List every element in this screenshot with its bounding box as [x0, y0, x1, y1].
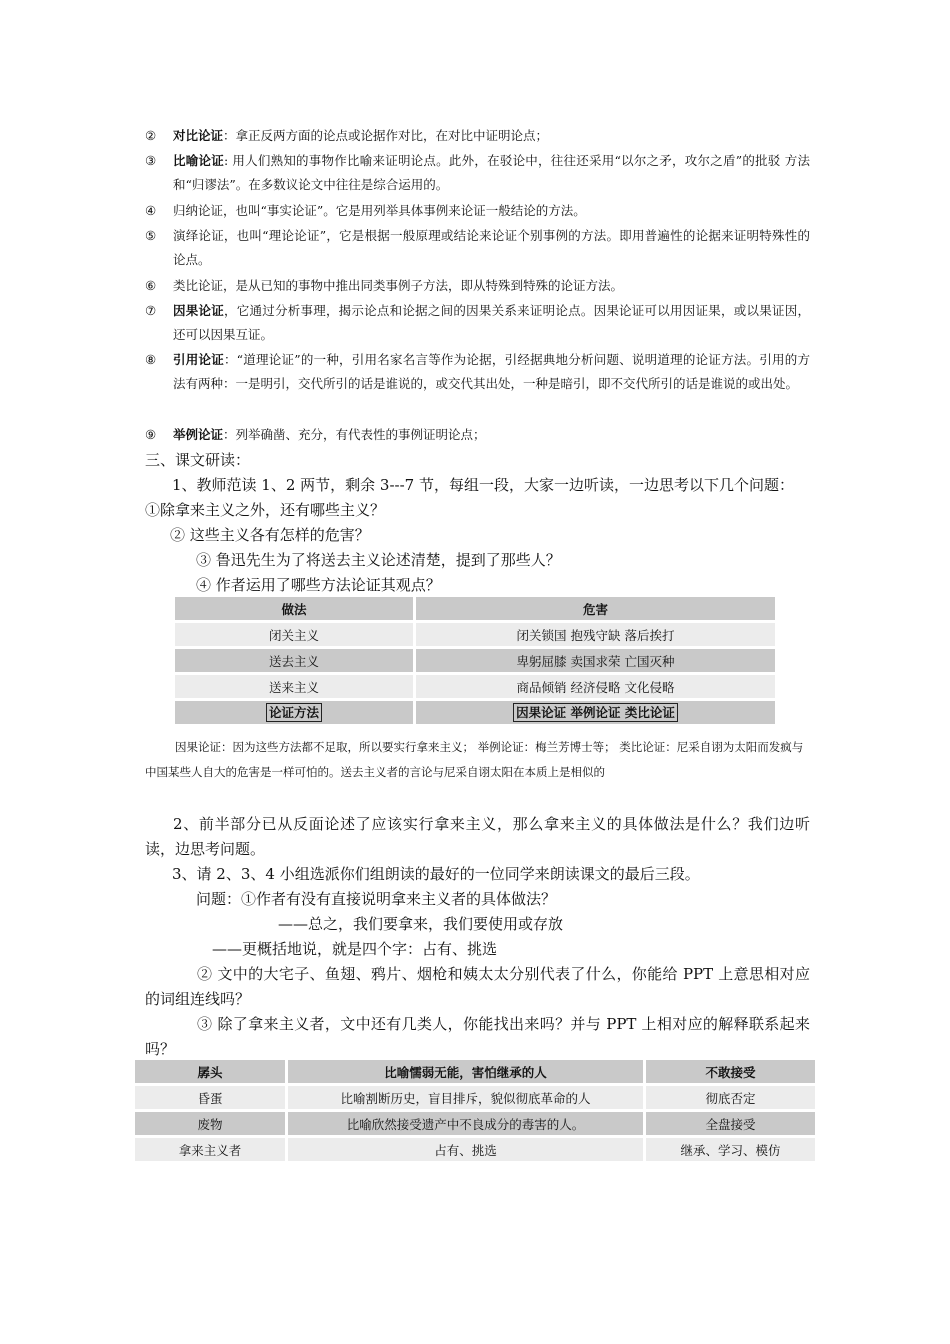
question-line: 问题：①作者有没有直接说明拿来主义者的具体做法？: [196, 890, 557, 908]
method-number: ⑤: [145, 228, 157, 243]
people-table: [132, 1057, 818, 1164]
method-text: ：拿正反两方面的论点或论据作对比，在对比中证明论点；: [223, 128, 549, 143]
table-cell: 继承、学习、模仿: [646, 1138, 815, 1161]
footer-methods: 因果论证 举例论证 类比论证: [513, 703, 678, 722]
table-cell: 昏蛋: [135, 1086, 285, 1109]
table-row: [175, 649, 775, 672]
header-cell: 做法: [175, 597, 413, 620]
method-item: [145, 274, 810, 298]
table-cell: 送来主义: [175, 675, 413, 698]
answer-1: ——总之，我们要拿来，我们要使用或存放: [278, 915, 564, 933]
table-cell: 商品倾销 经济侵略 文化侵略: [416, 675, 775, 698]
table-row: [135, 1138, 815, 1161]
table-row: [175, 675, 775, 698]
section-heading: 三、课文研读：: [145, 451, 251, 469]
method-text: 演绎论证，也叫“理论论证”，它是根据一般原理或结论来论证个别事例的方法。即用普遍性的论据来证明特殊性的论点。: [173, 228, 810, 267]
method-text: 归纳论证，也叫“事实论证”。它是用列举具体事例来论证一般结论的方法。: [173, 203, 586, 218]
table-cell: 全盘接受: [646, 1112, 815, 1135]
method-text: ，它通过分析事理，揭示论点和论据之间的因果关系来证明论点。因果论证可以用因证果，或以果证因，还可以因果互证。: [173, 303, 810, 342]
table-row: [135, 1112, 815, 1135]
question-people: ③ 除了拿来主义者，文中还有几类人，你能找出来吗？并与 PPT 上相对应的解释联系起来吗？: [145, 1015, 810, 1058]
method-number: ⑦: [145, 303, 157, 318]
answer-2: ——更概括地说，就是四个字：占有、挑选: [212, 940, 498, 958]
method-number: ⑥: [145, 278, 157, 293]
table-cell: 拿来主义者: [135, 1138, 285, 1161]
paragraph-2: 2、前半部分已从反面论述了应该实行拿来主义，那么拿来主义的具体做法是什么？我们边听读，边思考问题。: [145, 815, 810, 858]
header-cell: 危害: [416, 597, 775, 620]
question-2: ② 这些主义各有怎样的危害？: [170, 526, 370, 544]
table-cell: 卑躬屈膝 卖国求荣 亡国灭种: [416, 649, 775, 672]
method-item: [145, 423, 810, 447]
question-3: ③ 鲁迅先生为了将送去主义论述清楚，提到了那些人？: [196, 551, 561, 569]
method-number: ④: [145, 203, 157, 218]
methods-note: 因果论证：因为这些方法都不足取，所以要实行拿来主义； 举例论证：梅兰芳博士等； 类比论证：尼采自诩为太阳而发疯与中国某些人自大的危害是一样可怕的。送去主义者的言论与尼采自诩太阳在本质上是相似的: [145, 740, 804, 779]
table-cell: 闭关主义: [175, 623, 413, 646]
paragraph-3: 3、请 2、3、4 小组选派你们组朗读的最好的一位同学来朗读课文的最后三段。: [172, 865, 700, 883]
footer-label: 论证方法: [266, 703, 322, 722]
method-term: 举例论证: [173, 427, 224, 442]
method-item: [145, 224, 810, 272]
table-header-row: [135, 1060, 815, 1083]
header-cell: 不敢接受: [646, 1060, 815, 1083]
method-item: [145, 348, 810, 396]
question-4: ④ 作者运用了哪些方法论证其观点？: [196, 576, 441, 594]
method-term: 引用论证: [173, 352, 224, 367]
method-term: 因果论证: [173, 303, 224, 318]
table-cell: 比喻割断历史，盲目排斥，貌似彻底革命的人: [288, 1086, 643, 1109]
method-number: ②: [145, 128, 157, 143]
table-cell: 废物: [135, 1112, 285, 1135]
table-cell: 送去主义: [175, 649, 413, 672]
method-term: 比喻论证: [173, 153, 224, 168]
method-text: ：“道理论证”的一种，引用名家名言等作为论据，引经据典地分析问题、说明道理的论证方法。引用的方法有两种：一是明引，交代所引的话是谁说的，或交代其出处，一种是暗引，即不交代所引的话是谁说的或出处。: [173, 352, 810, 391]
table-row: [175, 623, 775, 646]
method-text: 类比论证，是从已知的事物中推出同类事例子方法，即从特殊到特殊的论证方法。: [173, 278, 624, 293]
question-link: ② 文中的大宅子、鱼翅、鸦片、烟枪和姨太太分别代表了什么，你能给 PPT 上意思相对应的词组连线吗？: [145, 965, 810, 1008]
method-text: ：列举确凿、充分，有代表性的事例证明论点；: [223, 427, 486, 442]
method-item: [145, 199, 810, 223]
method-item: [145, 124, 810, 148]
paragraph-1: 1、教师范读 1、2 两节，剩余 3---7 节，每组一段，大家一边听读，一边思考以下几个问题：: [172, 476, 794, 494]
table-cell: 彻底否定: [646, 1086, 815, 1109]
header-cell: 孱头: [135, 1060, 285, 1083]
method-item: [145, 149, 810, 197]
method-number: ⑧: [145, 352, 157, 367]
practice-harm-table: [172, 594, 778, 727]
method-number: ⑨: [145, 427, 157, 442]
method-term: 对比论证: [173, 128, 224, 143]
header-cell: 比喻懦弱无能，害怕继承的人: [288, 1060, 643, 1083]
method-item: [145, 299, 810, 347]
table-cell: 占有、挑选: [288, 1138, 643, 1161]
table-header-row: [175, 597, 775, 620]
question-1: ①除拿来主义之外，还有哪些主义？: [145, 501, 386, 519]
table-row: [135, 1086, 815, 1109]
table-cell: 比喻欣然接受遗产中不良成分的毒害的人。: [288, 1112, 643, 1135]
method-number: ③: [145, 153, 157, 168]
method-text: : 用人们熟知的事物作比喻来证明论点。此外，在驳论中，往往还采用“以尔之矛，攻尔之盾”的批驳 方法和“归谬法”。在多数议论文中往往是综合运用的。: [173, 153, 810, 192]
table-cell: 闭关锁国 抱残守缺 落后挨打: [416, 623, 775, 646]
table-footer-row: [175, 701, 775, 724]
